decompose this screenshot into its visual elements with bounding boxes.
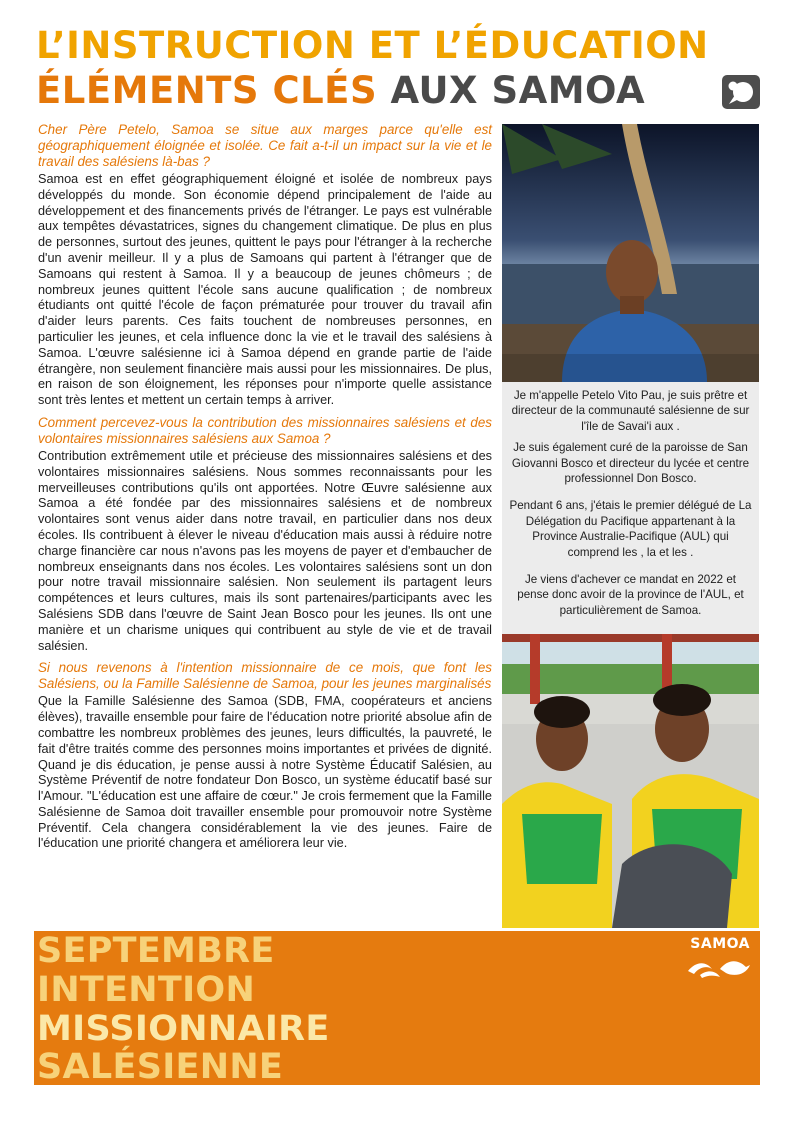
title-country: AUX SAMOA (377, 69, 646, 112)
answer-3: Que la Famille Salésienne des Samoa (SDB, FMA, coopérateurs et anciens élèves), travaille ensemble pour faire de l'éducation notre priorité absolue afin de combattre les nombreux problèmes des jeunes, leurs difficultés, la pauvreté, le fait d'être traités comme des personnes moins importantes et privées de dignité. Quand je dis éducation, je pense aussi à notre Système Éducatif Salésien, au Système Préventif de notre fondateur Don Bosco, un système éducatif basé sur l'Amour. "L'éducation est une affaire de cœur." Je crois fermement que la Famille Salésienne de Samoa doit travailler ensemble pour promouvoir notre Système Préventif. Cela changera considérablement la vie des jeunes. Faire de l'éducation une priorité changera et améliorera leur vie. (38, 694, 492, 851)
answer-1: Samoa est en effet géographiquement éloigné et isolée de nombreux pays développés du monde. Son économie dépend principalement de l'aide au développement et des financements privés de l'étranger. Le pays est vulnérable aux tempêtes dévastatrices, signes du changement climatique. De plus en plus de personnes, surtout des jeunes, quittent le pays pour l'étranger à la recherche d'un avenir meilleur. Il y a plus de Samoans qui partent à l'étranger que de Samoans qui restent à Samoa. Il y a beaucoup de jeunes chômeurs ; de nombreux jeunes quittent l'école sans aucune qualification ; de nombreux étudiants ont quitté l'école de façon prématurée pour trouver du travail afin d'aider leurs parents. Ces faits touchent de nombreuses personnes, en particulier les jeunes, et cela influence donc la vie et le travail des salésiens à Samoa. L'œuvre salésienne ici à Samoa dépend en grande partie de l'aide étrangère, non seulement financière mais aussi pour les missionnaires. De plus, en raison de son éloignement, les réponses pour n'importe quelle assistance sont très lentes et mettent un certain temps à arriver. (38, 172, 492, 408)
country-label: SAMOA (690, 936, 750, 952)
question-3: Si nous revenons à l'intention missionnaire de ce mois, que font les Salésiens, ou la Famille Salésienne de Samoa, pour les jeunes marginalisés (38, 660, 492, 692)
page-title-line1: L’INSTRUCTION ET L’ÉDUCATION (36, 24, 709, 67)
title-highlight: ÉLÉMENTS CLÉS (36, 69, 378, 112)
question-1: Cher Père Petelo, Samoa se situe aux marges parce qu'elle est géographiquement éloignée et isolée. Ce fait a-t-il un impact sur la vie et le travail des salésiens là-bas ? (38, 122, 492, 169)
banner-missionary: MISSIONNAIRE (37, 1009, 330, 1049)
banner-salesian: SALÉSIENNE (37, 1047, 284, 1087)
answer-2: Contribution extrêmement utile et précieuse des missionnaires salésiens et des volontaires missionnaires salésiens. Nous sommes reconnaissants pour les merveilleuses contributions qu'ils ont apportées. Notre Œuvre salésienne aux Samoa a été fondée par des missionnaires salésiens et de nombreux volontaires sont venus aider dans notre travail, en particulier dans nos deux écoles. Ils contribuent à élever le niveau d'éducation mais aussi à réduire notre charge financière car nous n'avons pas les moyens de payer et d'embaucher de nombreux enseignants dans nos écoles. Les volontaires salésiens sont un don pour notre travail missionnaire salésien. Non seulement ils partagent leurs compétences et leurs cultures, mais ils sont partenaires/participants avec les Salésiens SDB dans l'œuvre de Saint Jean Bosco pour les jeunes. Ils ont une manière et un charisme uniques qui contribuent au style de vie et de travail salésien. (38, 448, 492, 653)
bio-paragraph-2: Je suis également curé de la paroisse de San Giovanni Bosco et directeur du lycée et centre professionnel Don Bosco. (511, 441, 750, 486)
banner-month: SEPTEMBRE (37, 931, 275, 971)
intention-banner (34, 931, 760, 1085)
question-2: Comment percevez-vous la contribution des missionnaires salésiens et des volontaires missionnaires salésiens aux Samoa ? (38, 414, 492, 446)
article-body (38, 122, 492, 858)
bio-paragraph-1: Je m'appelle Petelo Vito Pau, je suis prêtre et directeur de la communauté salésienne de sur l'île de Savai'i aux . (511, 389, 750, 433)
students-photo (502, 634, 759, 928)
portrait-photo (502, 124, 759, 382)
waves-icon (686, 957, 752, 979)
author-bio (502, 382, 759, 634)
page-title-line2 (36, 71, 645, 111)
bio-paragraph-4: Je viens d'achever ce mandat en 2022 et pense donc avoir de la province de l'AUL, et particulièrement de Samoa. (517, 573, 744, 617)
speech-bubble-icon (722, 75, 760, 109)
bio-paragraph-3: Pendant 6 ans, j'étais le premier délégué de La Délégation du Pacifique appartenant à la Province Australie-Pacifique (AUL) qui comprend les , la et les . (509, 499, 752, 559)
banner-intention: INTENTION (37, 970, 256, 1010)
